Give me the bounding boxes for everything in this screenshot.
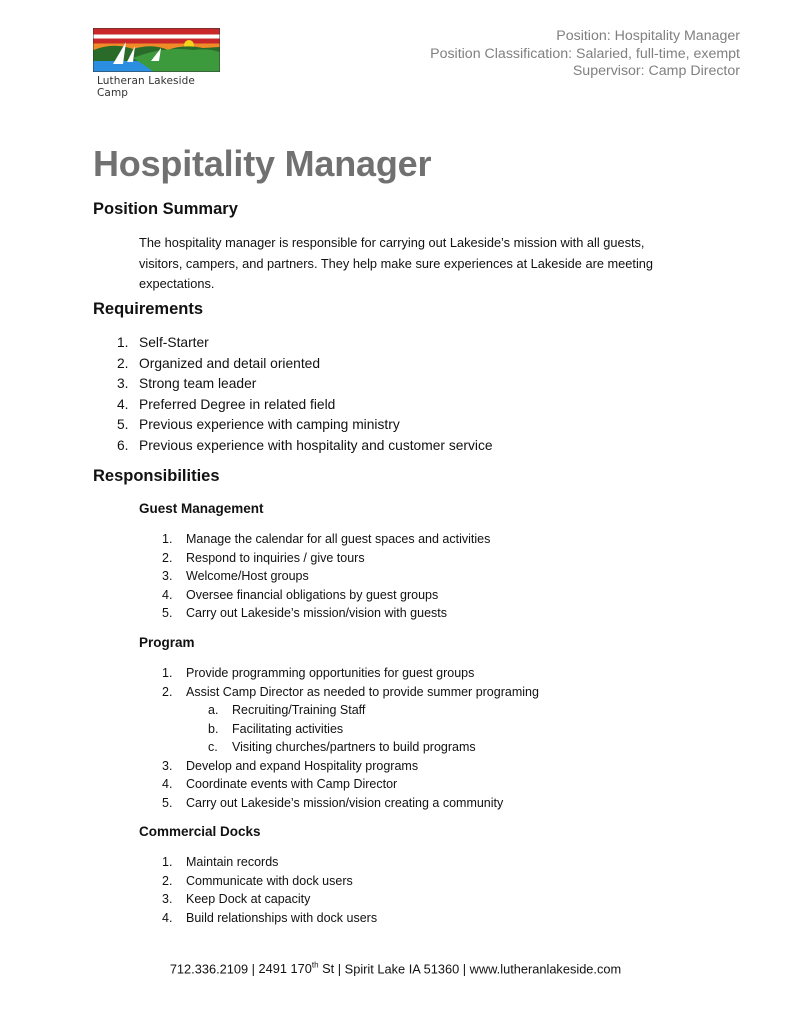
item-text: Manage the calendar for all guest spaces and activities	[186, 532, 491, 546]
item-text: Organized and detail oriented	[139, 355, 321, 371]
item-number: 3.	[162, 892, 173, 906]
item-number: 4.	[162, 910, 173, 925]
ordinal-suffix: th	[311, 961, 319, 970]
commercial-docks-list	[162, 853, 377, 927]
list-item	[162, 549, 490, 568]
logo-text: Lutheran Lakeside Camp	[97, 75, 195, 99]
item-text: Provide programming opportunities for guest groups	[186, 666, 475, 680]
item-text: Previous experience with camping ministry	[139, 417, 400, 433]
requirements-heading: Requirements	[93, 300, 204, 318]
item-text: Build relationships with dock users	[186, 910, 378, 925]
item-text: Carry out Lakeside’s mission/vision creating a community	[186, 795, 504, 810]
list-item	[162, 853, 377, 872]
lake-scene-icon	[93, 28, 220, 72]
item-text: Assist Camp Director as needed to provide summer programing	[186, 684, 539, 699]
contact-footer	[0, 961, 791, 976]
item-number: 3.	[162, 758, 173, 773]
item-text: Respond to inquiries / give tours	[186, 550, 365, 565]
item-letter: b.	[208, 721, 219, 736]
item-text: Maintain records	[186, 855, 279, 869]
program-list	[162, 664, 539, 812]
item-text: Welcome/Host groups	[186, 569, 309, 583]
guest-management-heading: Guest Management	[139, 501, 264, 516]
item-text: Strong team leader	[139, 376, 257, 392]
item-letter: c.	[208, 740, 218, 754]
list-item	[117, 374, 493, 395]
item-number: 5.	[162, 606, 173, 620]
item-number: 1.	[162, 855, 173, 869]
item-number: 4.	[162, 777, 173, 791]
list-item	[162, 701, 539, 720]
list-item	[117, 436, 493, 457]
guest-management-list	[162, 530, 490, 623]
item-number: 1.	[162, 532, 173, 546]
list-item	[162, 530, 490, 549]
street-address	[259, 961, 335, 976]
item-number: 2.	[162, 550, 173, 565]
list-item	[162, 683, 539, 702]
separator: |	[459, 961, 470, 977]
list-item	[162, 586, 490, 605]
item-text: Carry out Lakeside’s mission/vision with guests	[186, 606, 447, 620]
page-title: Hospitality Manager	[93, 143, 432, 184]
camp-logo	[93, 28, 220, 99]
item-number: 3.	[117, 376, 129, 392]
phone-number: 712.336.2109	[169, 961, 249, 977]
item-number: 2.	[117, 355, 129, 371]
list-item	[162, 794, 539, 813]
classification-line: Position Classification: Salaried, full-time, exempt	[430, 45, 740, 62]
item-text: Oversee financial obligations by guest groups	[186, 587, 439, 602]
list-item	[117, 395, 493, 416]
item-text: Visiting churches/partners to build programs	[232, 740, 476, 754]
list-item	[117, 415, 493, 436]
website-link[interactable]: www.lutheranlakeside.com	[469, 961, 622, 977]
item-text: Facilitating activities	[232, 721, 344, 736]
separator: |	[334, 961, 345, 977]
item-number: 2.	[162, 684, 173, 699]
item-number: 4.	[162, 587, 173, 602]
item-text: Keep Dock at capacity	[186, 892, 311, 906]
supervisor-line: Supervisor: Camp Director	[572, 63, 740, 79]
item-text: Preferred Degree in related field	[139, 396, 336, 412]
list-item	[162, 775, 539, 794]
list-item	[162, 604, 490, 623]
item-letter: a.	[208, 703, 219, 717]
list-item	[117, 333, 493, 354]
list-item	[162, 757, 539, 776]
item-text: Previous experience with hospitality and customer service	[139, 437, 493, 453]
list-item	[162, 567, 490, 586]
street-name: St	[318, 961, 335, 977]
item-number: 1.	[162, 666, 173, 680]
item-number: 2.	[162, 873, 173, 888]
list-item	[117, 354, 493, 375]
position-summary-text: The hospitality manager is responsible for carrying out Lakeside’s mission with all guests, visitors, campers, and partners. They help make sure experiences at Lakeside are meeting expectations.	[139, 235, 654, 291]
item-number: 3.	[162, 569, 173, 583]
item-number: 5.	[117, 417, 129, 433]
item-number: 5.	[162, 795, 173, 810]
list-item	[162, 738, 539, 757]
position-header	[430, 28, 740, 81]
item-text: Self-Starter	[139, 335, 209, 350]
item-text: Coordinate events with Camp Director	[186, 777, 398, 791]
item-number: 1.	[117, 335, 129, 350]
item-number: 4.	[117, 396, 129, 412]
item-number: 6.	[117, 437, 129, 453]
list-item	[162, 890, 377, 909]
responsibilities-heading: Responsibilities	[93, 467, 220, 485]
item-text: Recruiting/Training Staff	[232, 703, 366, 717]
list-item	[162, 720, 539, 739]
city-state-zip: Spirit Lake IA 51360	[344, 961, 460, 977]
list-item	[162, 872, 377, 891]
list-item	[162, 909, 377, 928]
program-heading: Program	[139, 635, 195, 650]
position-summary-heading: Position Summary	[93, 200, 238, 218]
list-item	[162, 664, 539, 683]
position-line: Position: Hospitality Manager	[556, 28, 740, 44]
requirements-list	[117, 333, 493, 457]
separator: |	[248, 961, 259, 977]
item-text: Communicate with dock users	[186, 873, 353, 888]
commercial-docks-heading: Commercial Docks	[139, 824, 261, 839]
item-text: Develop and expand Hospitality programs	[186, 758, 419, 773]
street-number: 2491 170	[258, 961, 312, 977]
